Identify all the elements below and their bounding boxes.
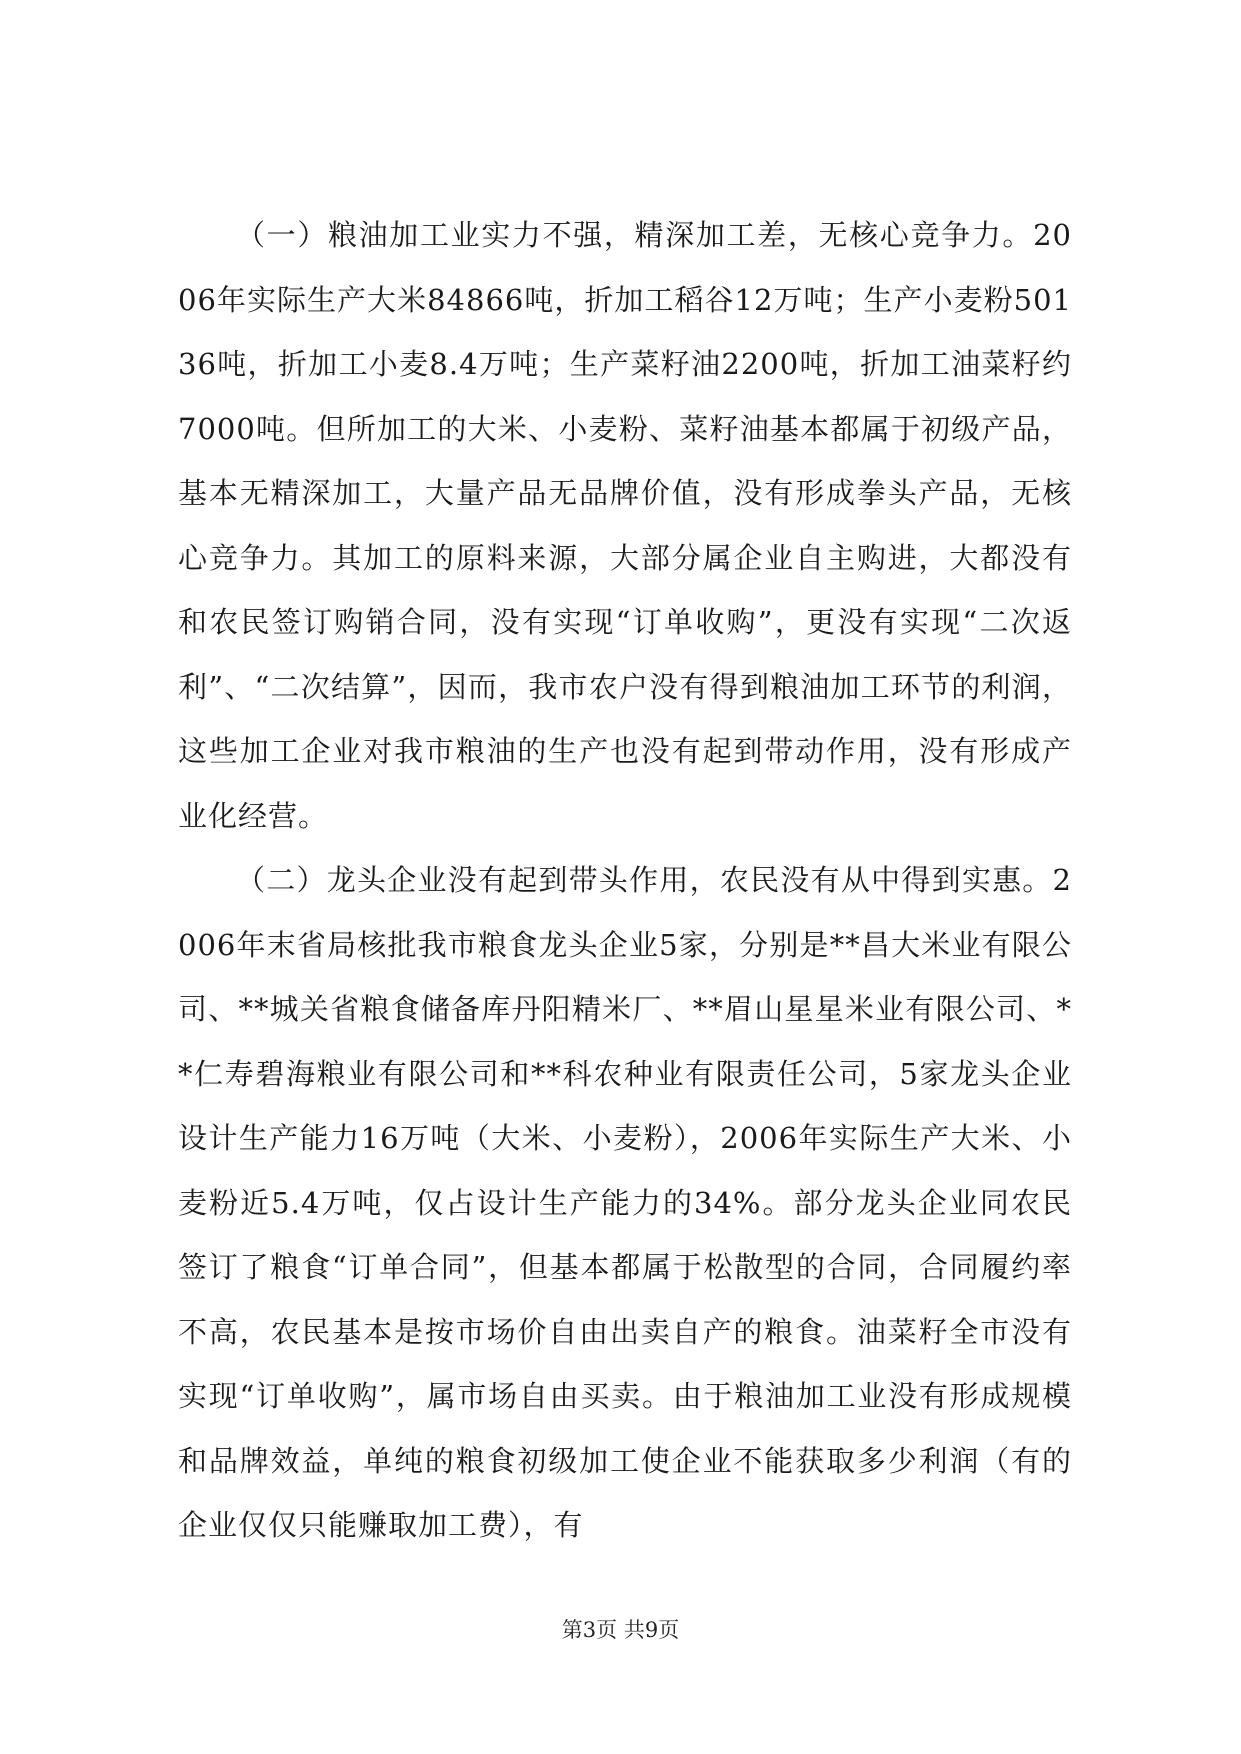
paragraph-2: （二）龙头企业没有起到带头作用，农民没有从中得到实惠。2006年末省局核批我市粮食龙头企业5家，分别是**昌大米业有限公司、**城关省粮食储备库丹阳精米厂、**眉山星星米业有限公司、**仁寿碧海粮业有限公司和**科农种业有限责任公司，5家龙头企业设计生产能力16万吨（大米、小麦粉），2006年实际生产大米、小麦粉近5.4万吨，仅占设计生产能力的34%。部分龙头企业同农民签订了粮食“订单合同”，但基本都属于松散型的合同，合同履约率不高，农民基本是按市场价自由出卖自产的粮食。油菜籽全市没有实现“订单收购”，属市场自由买卖。由于粮油加工业没有形成规模和品牌效益，单纯的粮食初级加工使企业不能获取多少利润（有的企业仅仅只能赚取加工费），有 [178,863,1072,1542]
page-footer: 第3页 共9页 [561,1618,680,1642]
document-body [178,203,1072,1558]
paragraph-1: （一）粮油加工业实力不强，精深加工差，无核心竞争力。2006年实际生产大米84866吨，折加工稻谷12万吨；生产小麦粉50136吨，折加工小麦8.4万吨；生产菜籽油2200吨，折加工油菜籽约7000吨。但所加工的大米、小麦粉、菜籽油基本都属于初级产品，基本无精深加工，大量产品无品牌价值，没有形成拳头产品，无核心竞争力。其加工的原料来源，大部分属企业自主购进，大都没有和农民签订购销合同，没有实现“订单收购”，更没有实现“二次返利”、“二次结算”，因而，我市农户没有得到粮油加工环节的利润，这些加工企业对我市粮油的生产也没有起到带动作用，没有形成产业化经营。 [178,218,1072,833]
